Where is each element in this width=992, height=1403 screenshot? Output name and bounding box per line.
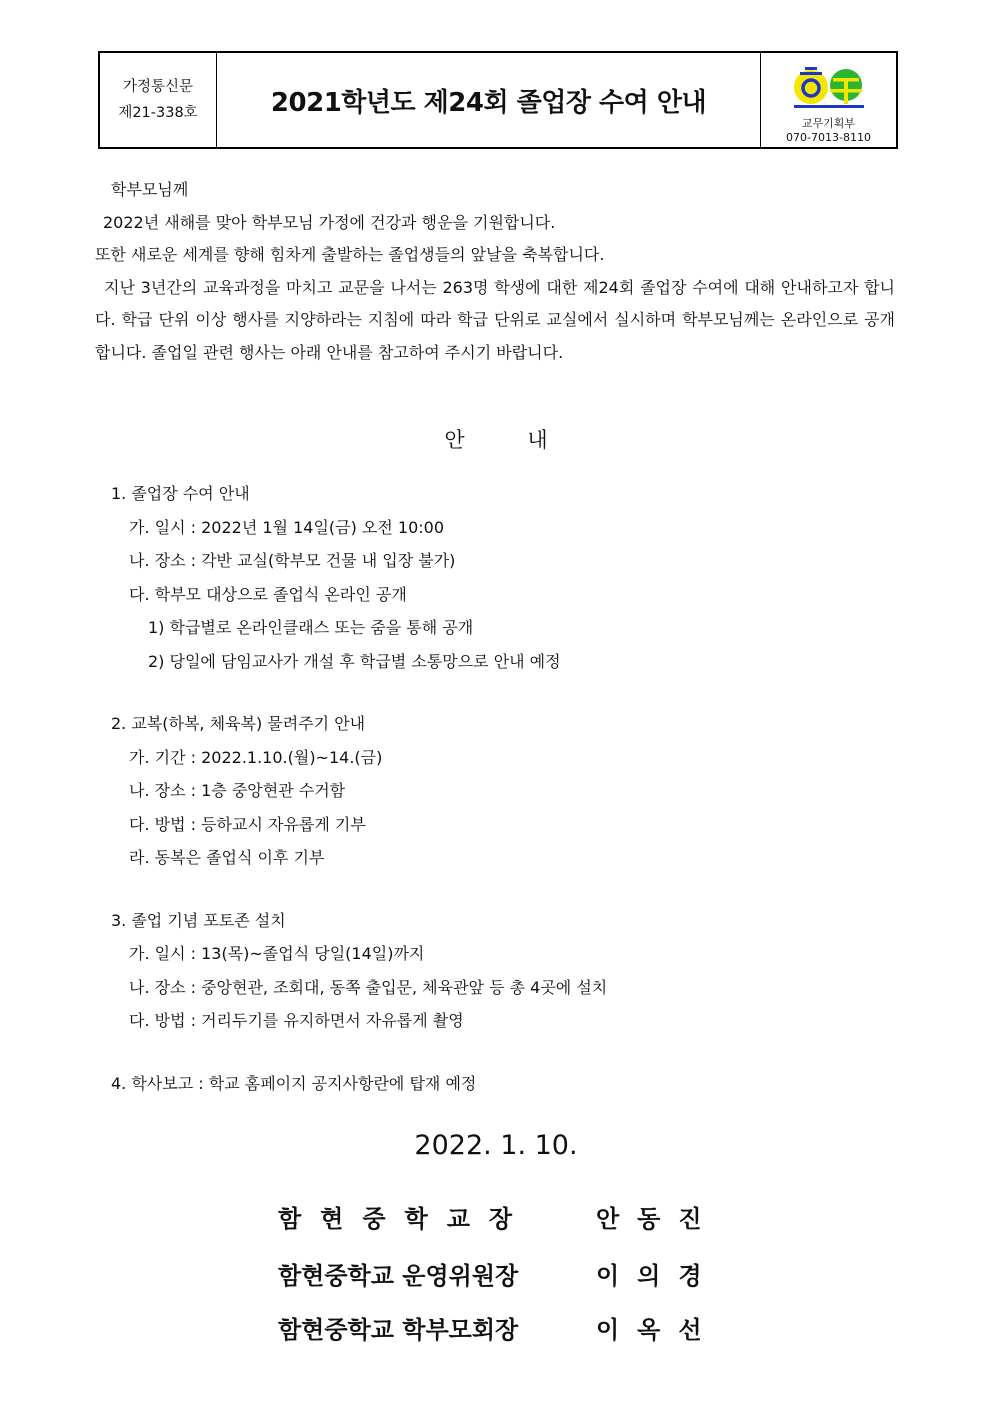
list-item: 다. 학부모 대상으로 졸업식 온라인 공개 (129, 584, 407, 604)
section-gap (111, 875, 607, 904)
list-item: 가. 일시 : 2022년 1월 14일(금) 오전 10:00 (129, 517, 445, 537)
issue-date: 2022. 1. 10. (414, 1130, 578, 1161)
dept-phone: 070-7013-8110 (786, 131, 871, 144)
list-subitem: 2) 당일에 담임교사가 개설 후 학급별 소통망으로 안내 예정 (148, 651, 561, 671)
doc-number: 제21-338호 (118, 105, 198, 121)
signature-name: 이의경 (596, 1262, 720, 1290)
dept-name: 교무기획부 (801, 117, 856, 130)
list-item: 라. 동복은 졸업식 이후 기부 (129, 848, 325, 867)
signature-name: 안동진 (596, 1205, 720, 1233)
dept-cell (760, 53, 896, 147)
guide-heading-char-2: 내 (527, 428, 548, 452)
list-item: 다. 방법 : 거리두기를 유지하면서 자유롭게 촬영 (129, 1011, 464, 1030)
page-title: 2021학년도 제24회 졸업장 수여 안내 (270, 87, 707, 118)
guide-heading (0, 424, 992, 454)
section-gap (111, 678, 607, 707)
list-item: 가. 일시 : 13(목)~졸업식 당일(14일)까지 (129, 944, 425, 963)
guide-list (111, 477, 607, 1100)
salutation: 학부모님께 (111, 180, 189, 199)
section-heading: 2. 교복(하복, 체육복) 물려주기 안내 (111, 714, 366, 733)
intro-paragraph-3: 지난 3년간의 교육과정을 마치고 교문을 나서는 263명 학생에 대한 제24회 졸업장 수여에 대해 안내하고자 합니다. 학급 단위 이상 행사를 지양하라는 지침에 따라 학급 단위로 교실에서 실시하며 학부모님께는 온라인으로 공개합니다. 졸업일 관련 행사는 아래 안내를 참고하여 주시기 바랍니다. (95, 277, 895, 362)
section-gap (111, 1038, 607, 1067)
signature-name: 이옥선 (596, 1316, 720, 1344)
intro-paragraph-2: 또한 새로운 세계를 향해 힘차게 출발하는 졸업생들의 앞날을 축복합니다. (95, 245, 605, 264)
signature-org: 함현중학교 운영위원장 (278, 1262, 519, 1290)
guide-heading-char-1: 안 (444, 428, 465, 452)
section-heading: 1. 졸업장 수여 안내 (111, 484, 250, 503)
intro-text (95, 174, 895, 369)
list-item: 가. 기간 : 2022.1.10.(월)~14.(금) (129, 747, 383, 767)
section-heading: 3. 졸업 기념 포토존 설치 (111, 910, 286, 930)
signature-principal (278, 1199, 720, 1234)
signature-org: 함현중학교 학부모회장 (278, 1316, 519, 1344)
section-heading: 4. 학사보고 : 학교 홈페이지 공지사항란에 탑재 예정 (111, 1073, 477, 1093)
signature-parents (278, 1310, 720, 1345)
list-item: 나. 장소 : 각반 교실(학부모 건물 내 입장 불가) (129, 551, 456, 570)
list-item: 나. 장소 : 1층 중앙현관 수거함 (129, 781, 346, 800)
doc-type: 가정통신문 (122, 79, 194, 95)
signature-committee (278, 1256, 720, 1291)
signature-org: 함현중학교장 (278, 1205, 532, 1233)
intro-paragraph-1: 2022년 새해를 맞아 학부모님 가정에 건강과 행운을 기원합니다. (103, 212, 556, 232)
doc-id-cell (100, 53, 217, 147)
list-item: 다. 방법 : 등하교시 자유롭게 기부 (129, 814, 366, 834)
school-logo-icon (791, 61, 867, 113)
header-box (98, 51, 898, 149)
list-subitem: 1) 학급별로 온라인클래스 또는 줌을 통해 공개 (148, 618, 474, 637)
list-item: 나. 장소 : 중앙현관, 조회대, 동쪽 출입문, 체육관앞 등 총 4곳에 설치 (129, 977, 608, 997)
